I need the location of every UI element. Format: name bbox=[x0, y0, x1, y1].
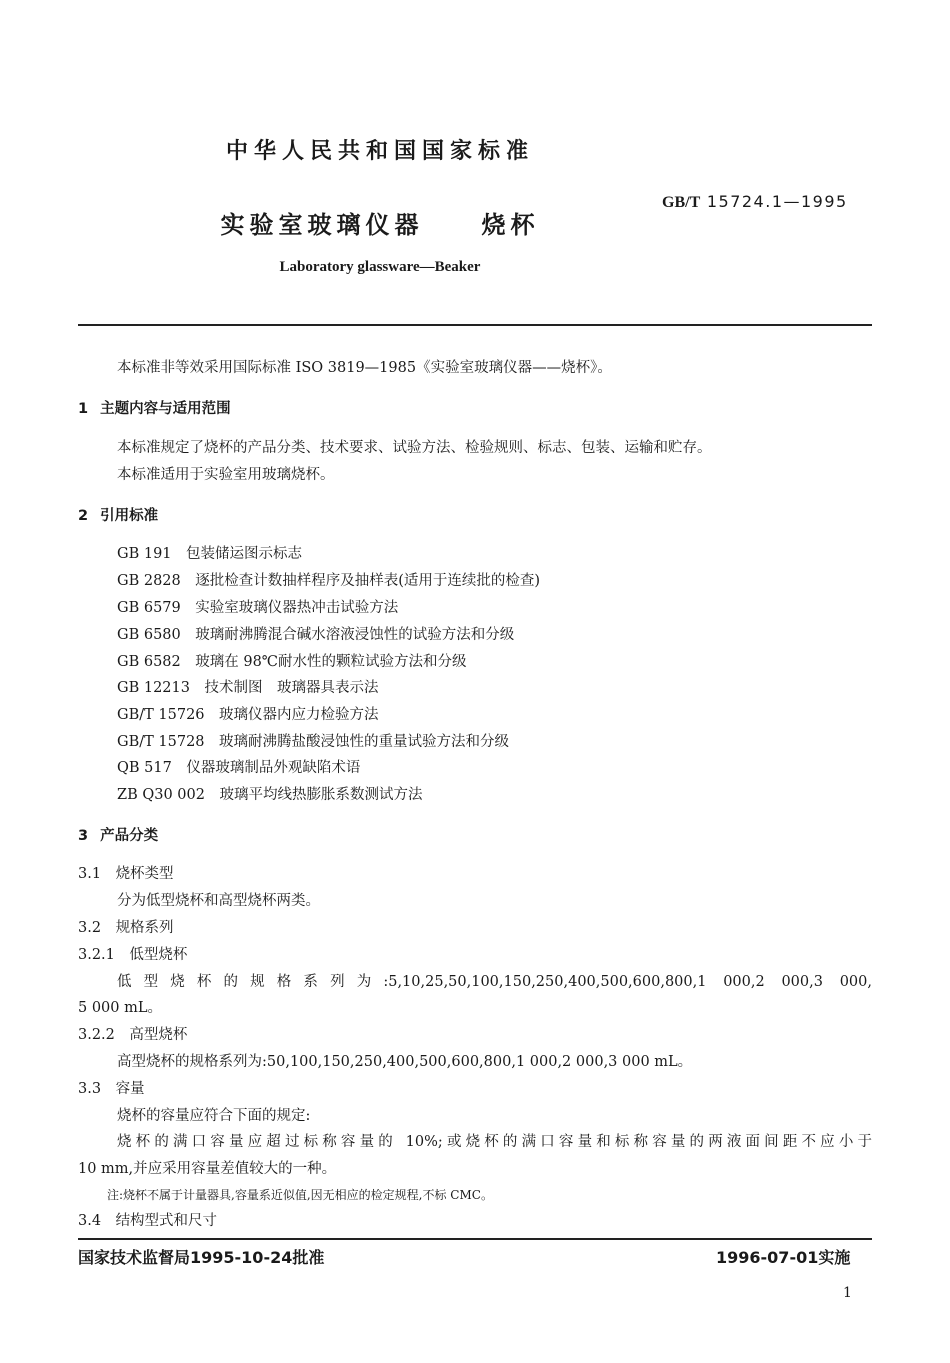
subsection-title: 规格系列 bbox=[115, 920, 174, 936]
document-title-english: Laboratory glassware—Beaker bbox=[279, 259, 481, 275]
reference-title: 玻璃在 98℃耐水性的颗粒试验方法和分级 bbox=[195, 654, 467, 670]
subsection-number: 3.2 bbox=[78, 920, 102, 936]
section-1-paragraph-2: 本标准适用于实验室用玻璃烧杯。 bbox=[117, 467, 335, 483]
reference-title: 逐批检查计数抽样程序及抽样表(适用于连续批的检查) bbox=[195, 573, 541, 589]
subsection-3-3-text-1: 烧杯的容量应符合下面的规定: bbox=[117, 1108, 311, 1124]
subsection-3-2-1-text-line-1: 低型烧杯的规格系列为:5,10,25,50,100,150,250,400,500,600,800,1 000,2 000,3 000, bbox=[117, 974, 872, 990]
reference-code: GB/T 15728 bbox=[117, 734, 205, 750]
subsection-3-3-heading bbox=[78, 1077, 145, 1098]
subsection-3-2-1-heading bbox=[78, 943, 187, 964]
reference-code: GB 6582 bbox=[117, 654, 181, 670]
reference-code: GB 2828 bbox=[117, 573, 181, 589]
subsection-3-2-2-text: 高型烧杯的规格系列为:50,100,150,250,400,500,600,800,1 000,2 000,3 000 mL。 bbox=[117, 1054, 693, 1070]
reference-title: 玻璃耐沸腾混合碱水溶液浸蚀性的试验方法和分级 bbox=[195, 627, 515, 643]
section-3-title: 产品分类 bbox=[100, 828, 159, 844]
subsection-number: 3.1 bbox=[78, 866, 102, 882]
subsection-3-1-heading bbox=[78, 862, 174, 883]
reference-item bbox=[117, 569, 540, 590]
subsection-title: 结构型式和尺寸 bbox=[115, 1213, 218, 1229]
bottom-divider bbox=[78, 1238, 872, 1240]
reference-title: 玻璃耐沸腾盐酸浸蚀性的重量试验方法和分级 bbox=[219, 734, 510, 750]
reference-item bbox=[117, 542, 302, 563]
subsection-3-2-2-heading bbox=[78, 1023, 187, 1044]
reference-title: 玻璃仪器内应力检验方法 bbox=[219, 707, 379, 723]
footer-effective: 1996-07-01实施 bbox=[716, 1248, 851, 1267]
reference-code: GB 191 bbox=[117, 546, 172, 562]
reference-code: GB 6579 bbox=[117, 600, 181, 616]
document-title: 实验室玻璃仪器 烧杯 bbox=[220, 211, 540, 239]
reference-item bbox=[117, 783, 422, 804]
section-2-heading bbox=[78, 504, 158, 525]
reference-code: QB 517 bbox=[117, 760, 172, 776]
reference-code: GB/T 15726 bbox=[117, 707, 205, 723]
reference-title: 实验室玻璃仪器热冲击试验方法 bbox=[195, 600, 399, 616]
reference-item bbox=[117, 756, 360, 777]
section-2-title: 引用标准 bbox=[100, 508, 159, 524]
subsection-3-3-text-2-line-2: 10 mm,并应采用容量差值较大的一种。 bbox=[78, 1161, 337, 1177]
subsection-number: 3.3 bbox=[78, 1081, 102, 1097]
reference-item bbox=[117, 623, 514, 644]
page-number: 1 bbox=[843, 1285, 852, 1301]
section-3-number: 3 bbox=[78, 828, 89, 844]
reference-code: GB 12213 bbox=[117, 680, 190, 696]
subsection-title: 低型烧杯 bbox=[129, 947, 188, 963]
subsection-3-3-text-2-line-1: 烧杯的满口容量应超过标称容量的 10%;或烧杯的满口容量和标称容量的两液面间距不应小于 bbox=[117, 1134, 872, 1150]
capacity-note: 注:烧杯不属于计量器具,容量系近似值,因无相应的检定规程,不标 CMC。 bbox=[107, 1188, 493, 1202]
reference-item bbox=[117, 730, 509, 751]
reference-code: GB 6580 bbox=[117, 627, 181, 643]
subsection-number: 3.2.1 bbox=[78, 947, 115, 963]
top-divider bbox=[78, 324, 872, 326]
reference-title: 仪器玻璃制品外观缺陷术语 bbox=[186, 760, 361, 776]
section-2-number: 2 bbox=[78, 508, 89, 524]
intro-paragraph: 本标准非等效采用国际标准 ISO 3819—1985《实验室玻璃仪器——烧杯》。 bbox=[117, 360, 612, 376]
subsection-3-2-1-text-line-2: 5 000 mL。 bbox=[78, 1000, 162, 1016]
subsection-3-4-heading bbox=[78, 1209, 217, 1230]
subsection-number: 3.4 bbox=[78, 1213, 102, 1229]
reference-title: 包装储运图示标志 bbox=[186, 546, 303, 562]
subsection-number: 3.2.2 bbox=[78, 1027, 115, 1043]
reference-title: 技术制图 玻璃器具表示法 bbox=[204, 680, 379, 696]
national-standard-heading: 中华人民共和国国家标准 bbox=[225, 139, 534, 164]
standard-number-value: 15724.1—1995 bbox=[706, 192, 848, 211]
subsection-3-2-heading bbox=[78, 916, 174, 937]
section-1-paragraph-1: 本标准规定了烧杯的产品分类、技术要求、试验方法、检验规则、标志、包装、运输和贮存。 bbox=[117, 440, 712, 456]
subsection-3-1-text: 分为低型烧杯和高型烧杯两类。 bbox=[117, 893, 320, 909]
reference-title: 玻璃平均线热膨胀系数测试方法 bbox=[219, 787, 423, 803]
subsection-title: 烧杯类型 bbox=[115, 866, 174, 882]
section-1-number: 1 bbox=[78, 401, 89, 417]
reference-item bbox=[117, 650, 467, 671]
section-1-heading bbox=[78, 397, 231, 418]
section-1-title: 主题内容与适用范围 bbox=[100, 401, 231, 417]
reference-code: ZB Q30 002 bbox=[117, 787, 205, 803]
section-3-heading bbox=[78, 824, 158, 845]
standard-number-prefix: GB/T bbox=[662, 194, 701, 211]
reference-item bbox=[117, 676, 378, 697]
footer-issued: 国家技术监督局1995-10-24批准 bbox=[78, 1248, 325, 1267]
subsection-title: 容量 bbox=[115, 1081, 145, 1097]
subsection-title: 高型烧杯 bbox=[129, 1027, 188, 1043]
reference-item bbox=[117, 703, 379, 724]
reference-item bbox=[117, 596, 398, 617]
